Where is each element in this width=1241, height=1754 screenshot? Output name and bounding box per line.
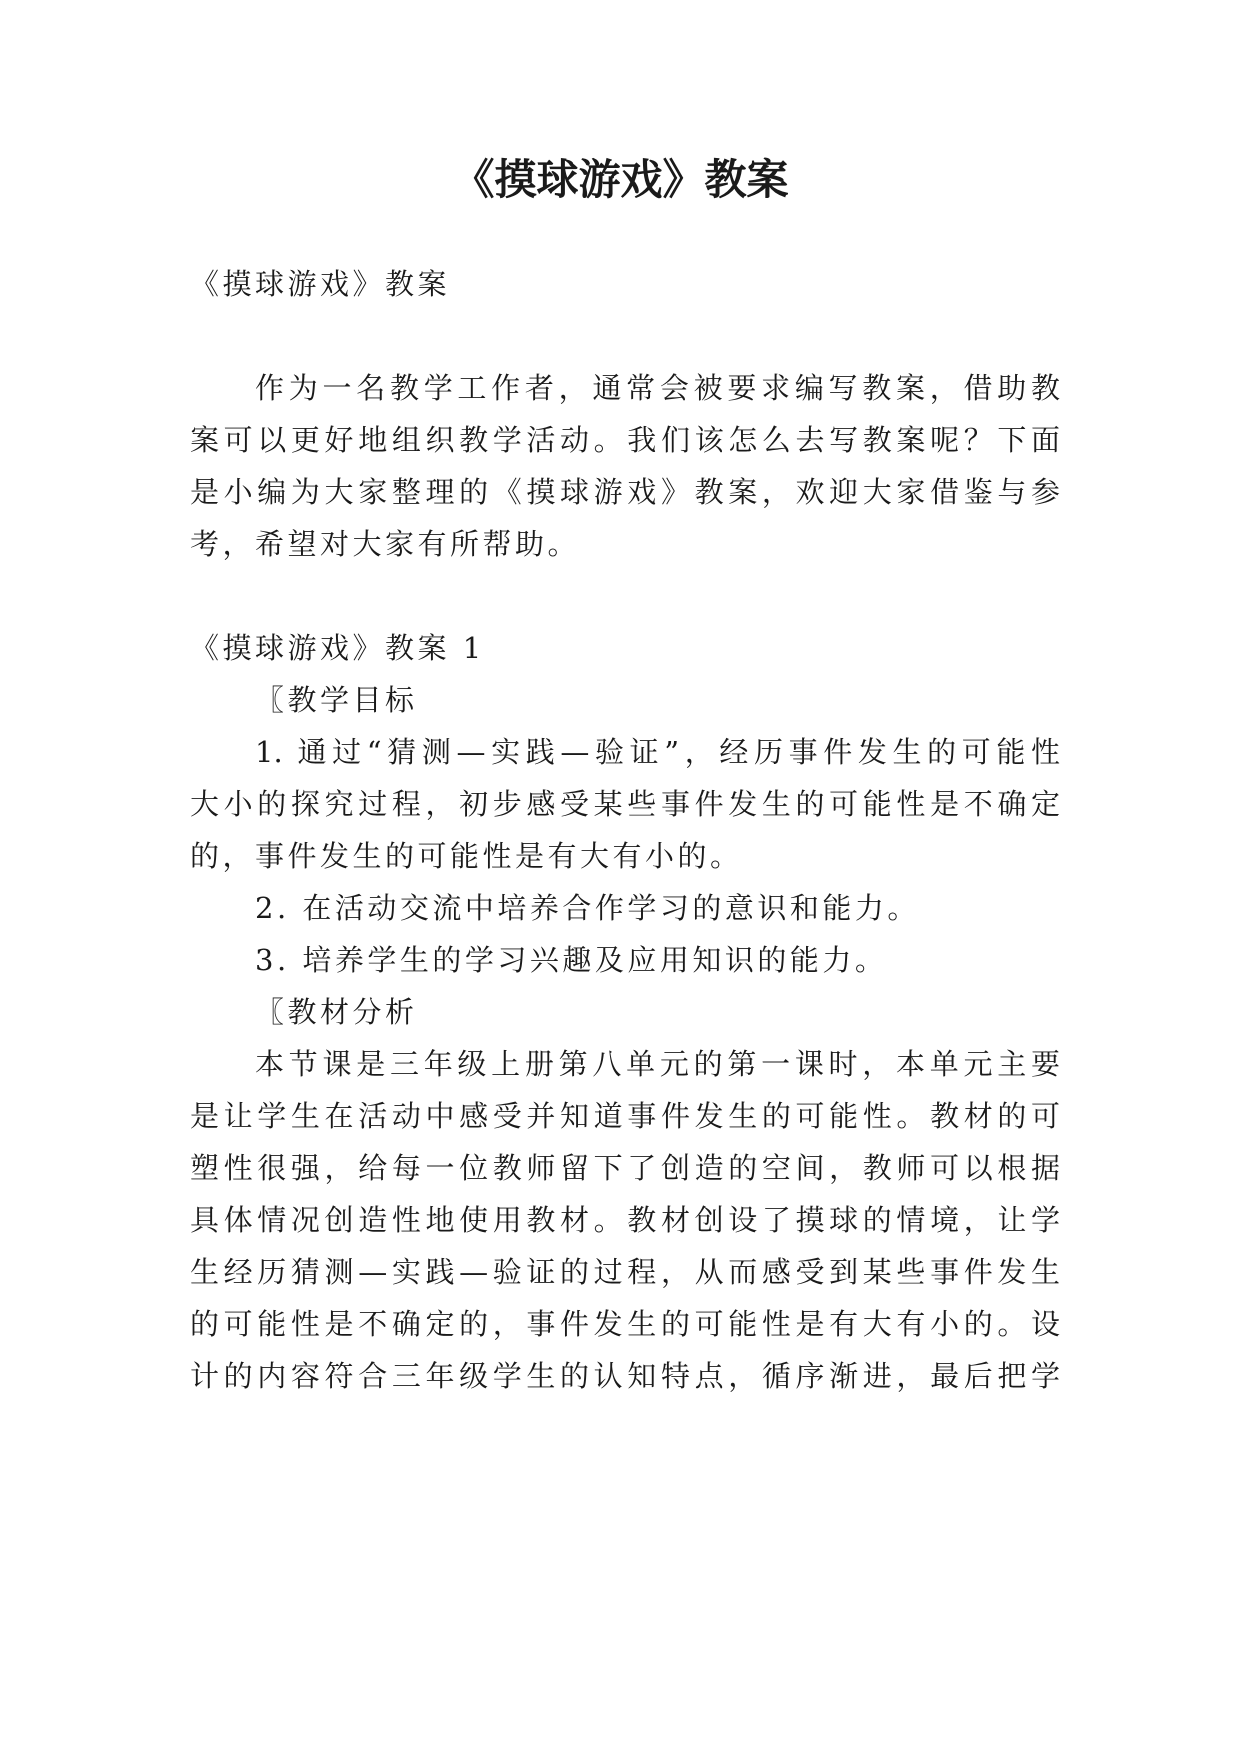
goals-heading: 〖教学目标 — [255, 683, 418, 717]
analysis-line-2: 是让学生在活动中感受并知道事件发生的可能性。教材的可 — [190, 1099, 1060, 1133]
analysis-line-4: 具体情况创造性地使用教材。教材创设了摸球的情境，让学 — [190, 1203, 1060, 1237]
goal-2: 2. 在活动交流中培养合作学习的意识和能力。 — [255, 891, 920, 925]
intro-line-4: 考，希望对大家有所帮助。 — [190, 527, 581, 561]
subtitle: 《摸球游戏》教案 — [190, 267, 451, 301]
analysis-heading: 〖教材分析 — [255, 995, 418, 1029]
intro-line-1: 作为一名教学工作者，通常会被要求编写教案，借助教 — [255, 371, 1060, 405]
section-heading: 《摸球游戏》教案 1 — [190, 631, 485, 665]
intro-line-3: 是小编为大家整理的《摸球游戏》教案，欢迎大家借鉴与参 — [190, 475, 1060, 509]
document-title: 《摸球游戏》教案 — [452, 155, 789, 204]
analysis-line-1: 本节课是三年级上册第八单元的第一课时，本单元主要 — [255, 1047, 1060, 1081]
goal-1-line-1: 1. 通过“猜测—实践—验证”，经历事件发生的可能性 — [255, 735, 1060, 769]
analysis-line-5: 生经历猜测—实践—验证的过程，从而感受到某些事件发生 — [190, 1255, 1060, 1289]
analysis-line-6: 的可能性是不确定的，事件发生的可能性是有大有小的。设 — [190, 1307, 1060, 1341]
analysis-line-7: 计的内容符合三年级学生的认知特点，循序渐进，最后把学 — [190, 1359, 1060, 1393]
goal-1-line-2: 大小的探究过程，初步感受某些事件发生的可能性是不确定 — [190, 787, 1060, 821]
goal-3: 3. 培养学生的学习兴趣及应用知识的能力。 — [255, 943, 888, 977]
intro-line-2: 案可以更好地组织教学活动。我们该怎么去写教案呢？下面 — [190, 423, 1060, 457]
goal-1-line-3: 的，事件发生的可能性是有大有小的。 — [190, 839, 743, 873]
analysis-line-3: 塑性很强，给每一位教师留下了创造的空间，教师可以根据 — [190, 1151, 1060, 1185]
